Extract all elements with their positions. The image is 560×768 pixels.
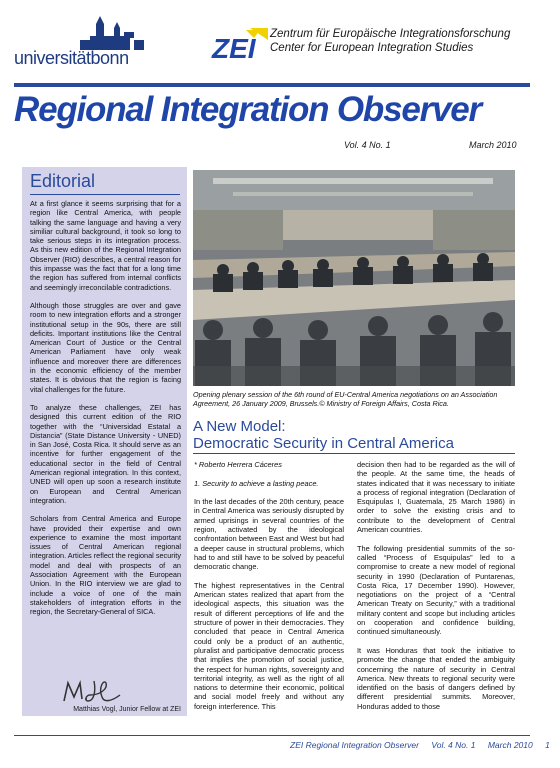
issue-number: Vol. 4 No. 1 <box>344 140 391 150</box>
editorial-paragraph: Scholars from Central America and Europe have provided their expertise and own experience to examine the most important issues of Central American regional integration. Articles reflect the regional security model and deal with prospects of an Association Agreement with the European Union. In the RIO interview we are glad to include a voice of one of the main stakeholders of integration efforts in the region, the Secretary-General of SICA. <box>30 514 181 617</box>
photo-caption: Opening plenary session of the 6th round of EU-Central America negotiations on an Association Agreement, 26 January 2009, Brussels.© Ministry of Foreign Affairs, Costa Rica. <box>193 390 498 408</box>
footer-rule <box>14 735 530 736</box>
article-author: * Roberto Herrera Cáceres <box>194 460 282 469</box>
university-name: universitätbonn <box>14 48 129 68</box>
editorial-title: Editorial <box>30 171 96 191</box>
footer-issue: Vol. 4 No. 1 <box>431 740 476 750</box>
article-paragraph: It was Honduras that took the initiative to promote the change that ended the ambiguity concerning the nature of security in Central America. New threats to regional security were identified on the basis of dangers defined by different presidential summits. Moreover, Honduras added to those <box>357 645 515 711</box>
article-title-line2: Democratic Security in Central America <box>193 435 454 452</box>
issue-date: March 2010 <box>469 140 517 150</box>
masthead-title: Regional Integration Observer <box>14 90 481 129</box>
signature-image <box>60 677 130 705</box>
zei-name-english: Center for European Integration Studies <box>270 42 474 54</box>
zei-name-german: Zentrum für Europäische Integrationsforschung <box>270 28 511 40</box>
article-paragraph: In the last decades of the 20th century, peace in Central America was seriously disrupted by armed uprisings in several countries of the region, activated by the ideological confrontation between East and West but had a deeper cause in structural problems, which had to and still have to be solved by peaceful democratic change. <box>194 497 344 572</box>
svg-text:ZEI: ZEI <box>212 33 256 64</box>
article-paragraph: decision then had to be regarded as the will of the people. At the same time, the heads of states indicated that it was necessary to initiate a process of regional integration (Declaration of Esquipulas I, Guatemala, 25 March 1986) in order to solve the existing crisis and to contribute to the development of Central American countries. <box>357 460 515 535</box>
article-column-left <box>194 460 344 720</box>
zei-logo <box>210 28 268 62</box>
editorial-paragraph: To analyze these challenges, ZEI has designed this current edition of the RIO together with the “Universidad Estatal a Distancia” (State Distance University - UNED) in San José, Costa Rica. It should serve as an incentive for further engagement of the educational sector in the field of Central American regional integration. In this context, UNED will open up soon a research institute on European and Central American integration. <box>30 402 181 505</box>
article-rule <box>193 453 515 454</box>
page-footer <box>290 740 560 750</box>
article-title-line1: A New Model: <box>193 418 286 435</box>
editorial-author: Matthias Vogl, Junior Fellow at ZEI <box>73 706 181 713</box>
editorial-paragraph: Although those struggles are over and gave room to new integration efforts and a stronger institutional setup in the 90s, there are still deficits. Important institutions like the Central American Court of Justice or the Central American Parliament have only weak influence and moreover there are differences in the economic efficiency of the member states. It is obvious that the region is facing vital challenges for the future. <box>30 300 181 394</box>
editorial-paragraph: At a first glance it seems surprising that for a region like Central America, with people talking the same language and having a very similiar cultural background, it took so long to take serious steps in its integration process. As this new edition of the Regional Integration Observer (RIO) describes, a central reason for this impasse was the fact that for a long time the region has suffered from internal conflicts and seemingly irreconcilable contradictions. <box>30 199 181 292</box>
article-paragraph: The following presidential summits of the so-called “Process of Esquipulas” led to a compromise to create a new model of regional security in 1990 (Declaration of Puntarenas, Costa Rica, 17 December 1990). However, negotiations on the project of a “Central American Treaty on Security,” with a traditional military content and scope but including articles on cooperation and confidence building, continued simultaneously. <box>357 543 515 637</box>
editorial-rule <box>30 194 180 195</box>
page-number: 1 <box>545 740 550 750</box>
article-section-heading: 1. Security to achieve a lasting peace. <box>194 478 319 488</box>
article-title <box>193 418 454 452</box>
article-paragraph: The highest representatives in the Central American states realized that apart from the ideological aspects, this situation was the result of different perceptions of life and the structure of power in their democracies. They concluded that peace in Central America could only be a product of an authentic, pluralist and participative democratic process that implies the promotion of social justice, the respect for human rights, sovereignty and territorial integrity, as well as the right of all nations to determine their economic, political and social model freely and without any foreign interference. This <box>194 580 344 711</box>
footer-publication: ZEI Regional Integration Observer <box>290 740 419 750</box>
conference-photo <box>193 170 515 386</box>
footer-date: March 2010 <box>487 740 533 750</box>
editorial-body <box>30 199 181 625</box>
header-rule <box>14 83 530 87</box>
article-column-right <box>357 460 515 720</box>
